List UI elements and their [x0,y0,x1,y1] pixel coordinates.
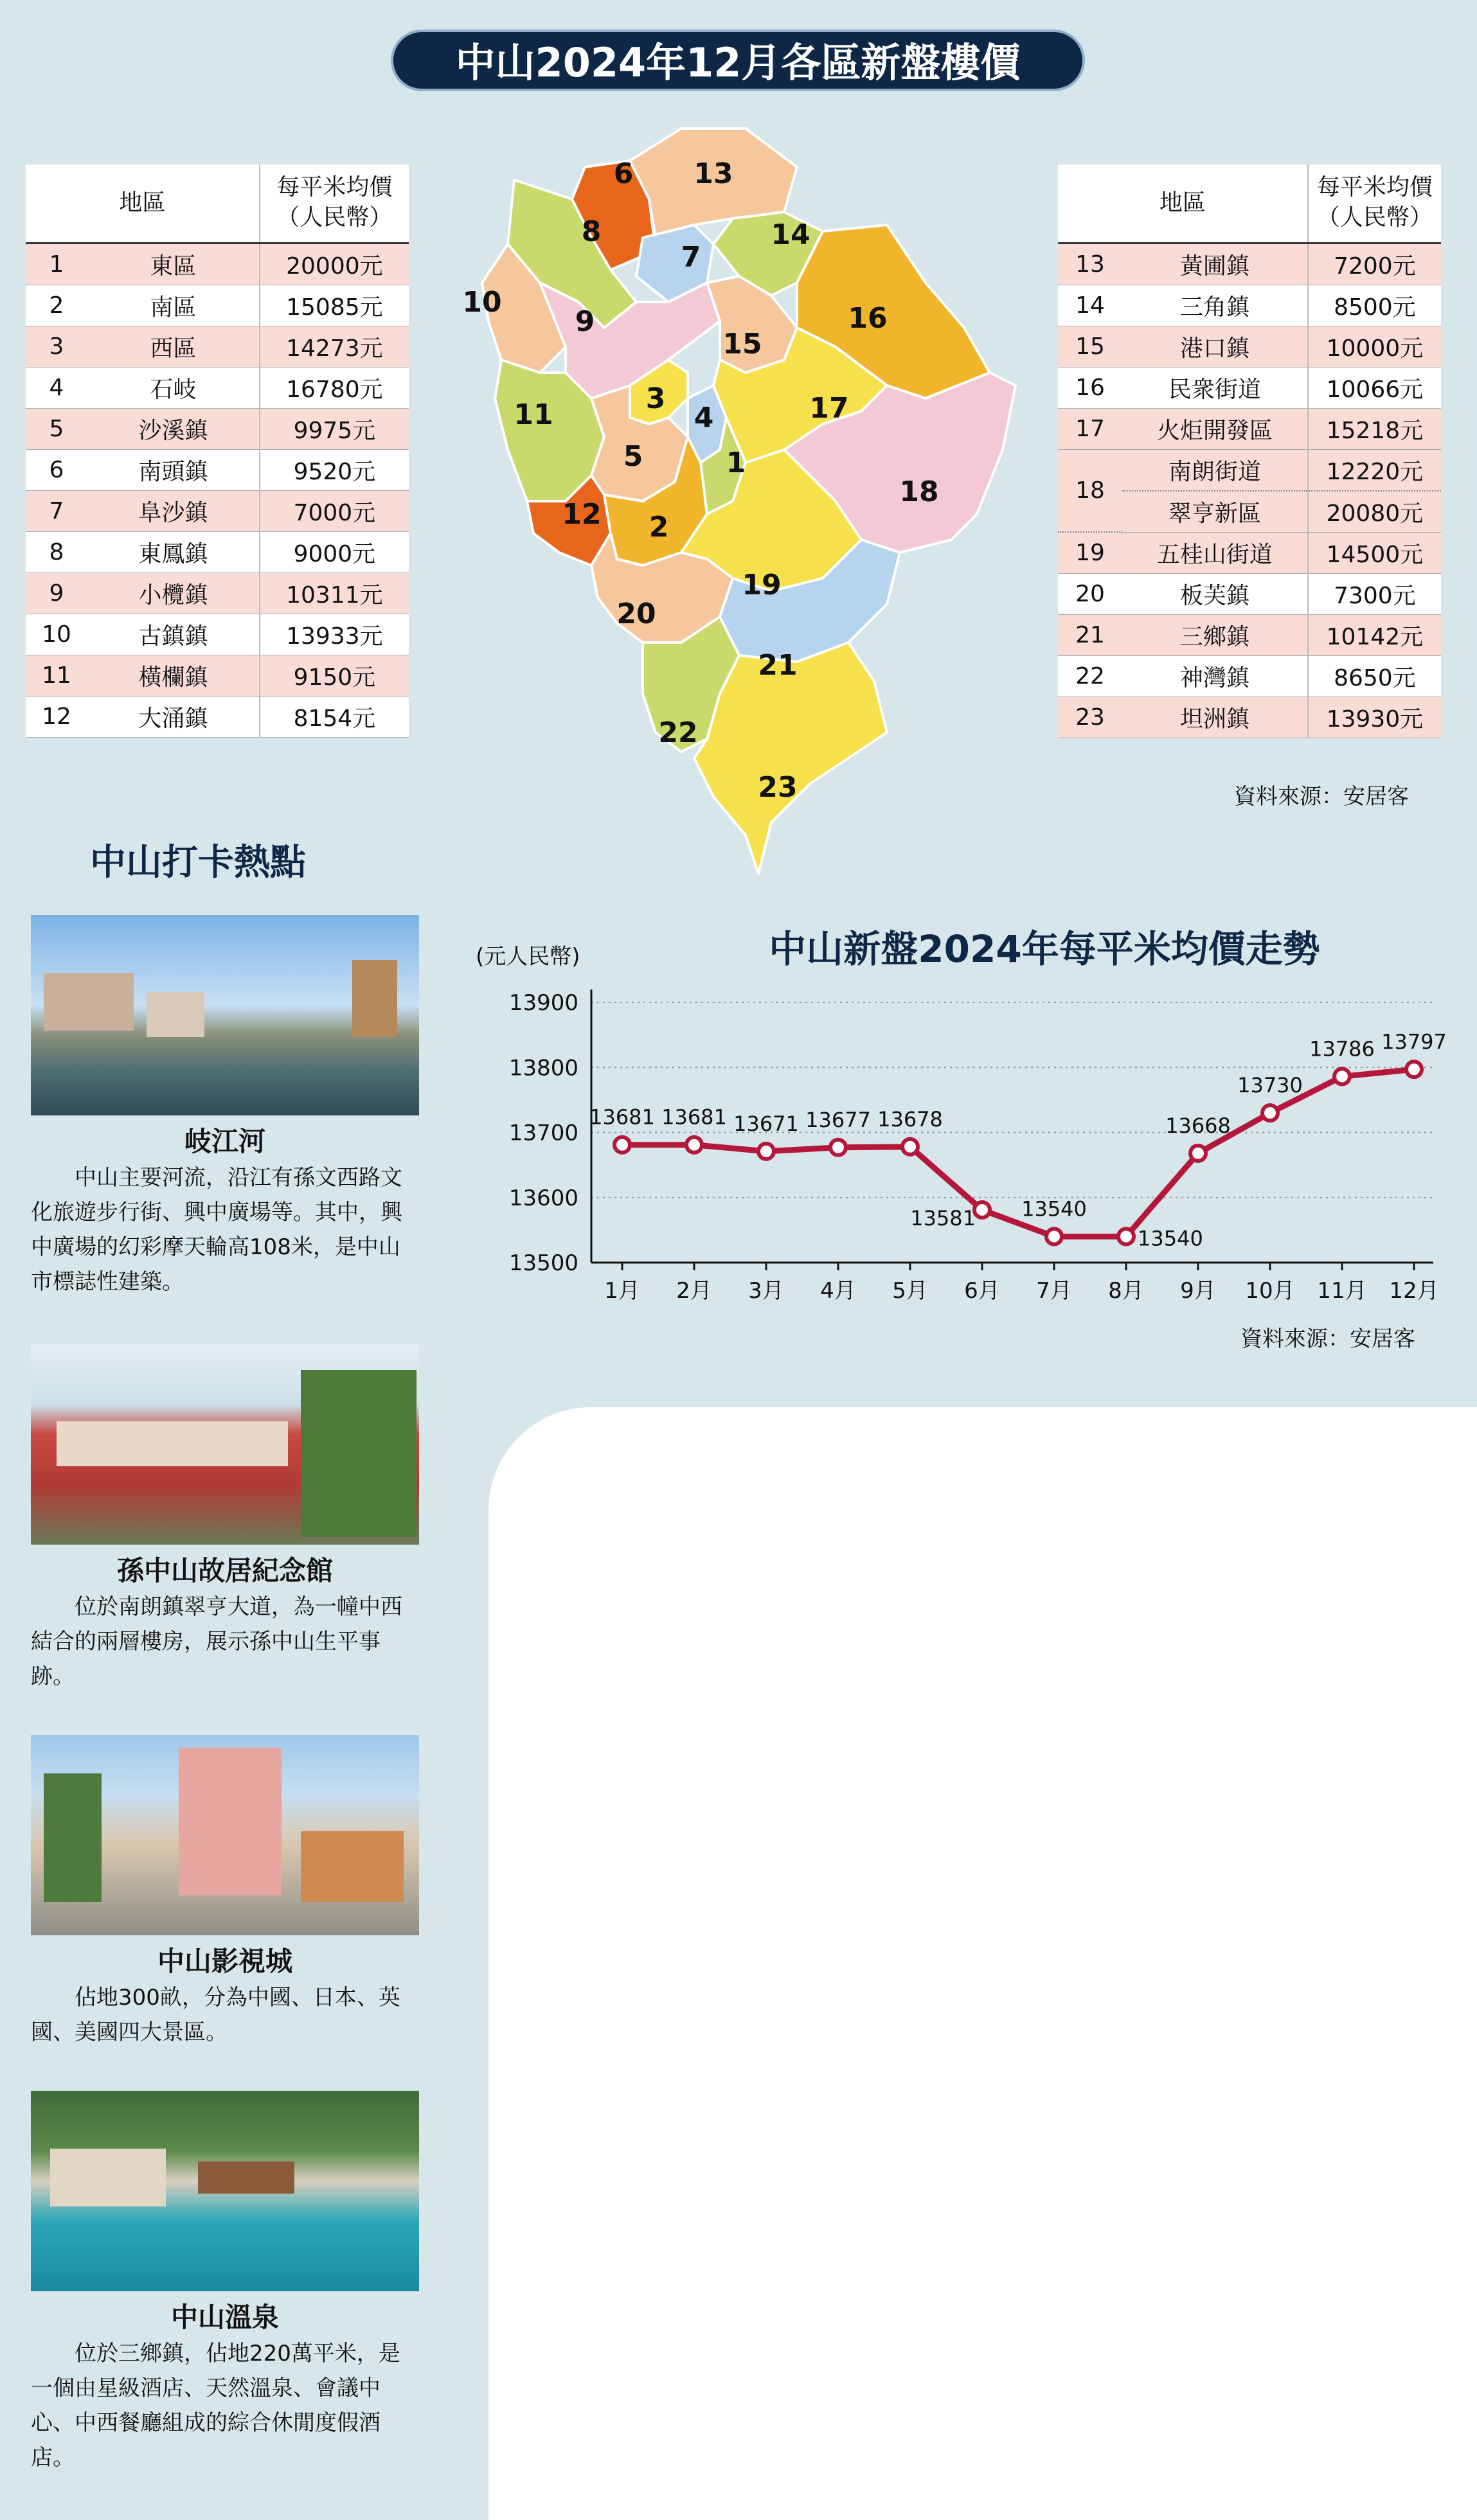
row-number: 2 [26,285,87,326]
row-number: 8 [26,531,87,572]
chart-title: 中山新盤2024年每平米均價走勢 [769,927,1320,971]
map-label-20: 20 [616,598,656,630]
row-number: 18 [1058,449,1122,532]
row-area: 東區 [87,243,260,285]
row-number: 21 [1058,615,1122,656]
table-row [1058,367,1441,408]
data-label: 13681 [661,1105,727,1130]
x-tick-label: 4月 [820,1278,856,1304]
row-area: 古鎮鎮 [87,614,260,655]
data-label: 13540 [1021,1196,1087,1221]
row-price: 13933元 [260,614,409,655]
map-label-8: 8 [581,215,602,248]
table-row [1058,574,1441,615]
row-number: 10 [26,614,87,655]
map-label-21: 21 [758,649,798,682]
row-area: 沙溪鎮 [87,408,260,449]
row-number: 4 [26,367,87,408]
map-label-9: 9 [575,305,595,338]
row-area: 三鄉鎮 [1122,615,1308,656]
map-label-5: 5 [623,440,643,473]
row-number: 11 [26,655,87,696]
spots-title: 中山打卡熱點 [90,842,306,883]
row-area: 南區 [87,285,260,326]
y-tick-label: 13900 [508,990,578,1016]
row-price: 12220元 [1308,449,1441,491]
row-area: 阜沙鎮 [87,490,260,531]
row-area: 黃圃鎮 [1122,243,1308,285]
row-price: 14273元 [260,326,409,367]
row-price: 8650元 [1308,656,1441,697]
row-number: 17 [1058,408,1122,449]
row-area: 五桂山街道 [1122,532,1308,574]
row-price: 9975元 [260,408,409,449]
map-label-19: 19 [742,569,782,601]
map-label-13: 13 [694,157,733,190]
x-tick-label: 10月 [1245,1278,1295,1304]
x-tick-label: 5月 [892,1278,928,1304]
y-axis-label: (元人民幣) [476,944,580,970]
table-row [26,285,409,326]
y-tick-label: 13500 [508,1250,578,1276]
row-price: 7000元 [260,490,409,531]
row-price: 10000元 [1308,326,1441,367]
table-row [26,572,409,614]
table-row [26,408,409,449]
row-price: 15218元 [1308,408,1441,449]
x-tick-label: 9月 [1180,1278,1216,1304]
map-label-14: 14 [771,218,810,251]
row-price: 9000元 [260,531,409,572]
map-label-15: 15 [722,328,762,360]
row-area: 大涌鎮 [87,696,260,737]
spot-desc-2: 位於南朗鎮翠亨大道，為一幢中西結合的兩層樓房，展示孫中山生平事跡。 [31,1594,402,1689]
data-point [758,1144,774,1159]
data-point [686,1137,702,1153]
row-area: 三角鎮 [1122,285,1308,326]
data-label: 13797 [1381,1029,1447,1054]
data-point [1262,1105,1278,1121]
data-label: 13677 [805,1107,871,1132]
row-area: 西區 [87,326,260,367]
spot-photo-1 [31,915,419,1115]
row-area: 板芙鎮 [1122,574,1308,615]
spot-photo-2 [31,1344,419,1545]
row-price: 15085元 [260,285,409,326]
data-point [614,1137,630,1153]
x-tick-label: 7月 [1036,1278,1072,1304]
row-area: 翠亨新區 [1122,491,1308,533]
row-price: 9520元 [260,449,409,490]
row-area: 港口鎮 [1122,326,1308,367]
row-number: 15 [1058,326,1122,367]
row-number: 5 [26,408,87,449]
row-number: 6 [26,449,87,490]
spot-desc-4: 位於三鄉鎮，佔地220萬平米，是一個由星級酒店、天然溫泉、會議中心、中西餐廳組成的綜合休閒度假酒店。 [31,2341,400,2471]
table-row [26,614,409,655]
background-panel [488,1407,1477,2520]
spot-name-3: 中山影視城 [157,1946,292,1977]
data-label: 13671 [733,1111,799,1136]
spot-name-2: 孫中山故居紀念館 [116,1555,333,1586]
map-label-22: 22 [658,716,698,749]
data-label: 13581 [910,1205,976,1230]
row-price: 20000元 [260,243,409,285]
row-area: 橫欄鎮 [87,655,260,696]
map-label-7: 7 [681,241,701,274]
row-number: 3 [26,326,87,367]
table-row [26,243,409,285]
row-area: 神灣鎮 [1122,656,1308,697]
x-tick-label: 11月 [1317,1278,1367,1304]
row-area: 民衆街道 [1122,367,1308,408]
row-number: 22 [1058,656,1122,697]
y-tick-label: 13600 [508,1185,578,1211]
row-price: 10142元 [1308,615,1441,656]
data-point [902,1139,918,1155]
table-row [1058,326,1441,367]
row-price: 16780元 [260,367,409,408]
map-label-12: 12 [562,498,602,531]
chart-source: 資料來源：安居客 [1240,1326,1415,1352]
row-area: 火炬開發區 [1122,408,1308,449]
row-area: 東鳳鎮 [87,531,260,572]
row-price: 7200元 [1308,243,1441,285]
x-tick-label: 12月 [1389,1278,1439,1304]
row-area: 南朗街道 [1122,449,1308,491]
spot-photo-3 [31,1735,419,1935]
data-point [1046,1229,1062,1245]
data-point [830,1140,846,1155]
page-title: 中山2024年12月各區新盤樓價 [391,30,1085,91]
row-number: 12 [26,696,87,737]
data-label: 13678 [877,1106,943,1131]
table-header-price: 每平米均價 （人民幣） [1308,164,1441,243]
price-table-left [26,164,409,738]
table-source: 資料來源：安居客 [1234,784,1409,810]
row-price: 14500元 [1308,532,1441,574]
data-point [1118,1229,1134,1245]
map-label-11: 11 [514,398,553,431]
spot-photo-4 [31,2091,419,2291]
map-label-3: 3 [645,382,666,415]
district-map [437,116,1054,906]
table-row [26,449,409,490]
table-row [1058,615,1441,656]
row-number: 19 [1058,532,1122,574]
map-label-4: 4 [694,402,714,434]
y-tick-label: 13800 [508,1055,578,1081]
row-price: 10311元 [260,572,409,614]
table-row [26,326,409,367]
row-price: 8500元 [1308,285,1441,326]
table-row [26,490,409,531]
table-row [1058,285,1441,326]
table-header-area: 地區 [26,164,260,243]
x-tick-label: 8月 [1108,1278,1144,1304]
data-point [974,1202,990,1218]
row-number: 1 [26,243,87,285]
data-label: 13786 [1309,1036,1375,1061]
map-label-18: 18 [899,475,939,508]
row-price: 20080元 [1308,491,1441,533]
map-label-16: 16 [848,302,888,335]
row-area: 南頭鎮 [87,449,260,490]
map-label-10: 10 [462,286,502,319]
table-row [1058,243,1441,285]
map-label-2: 2 [649,511,669,544]
row-number: 9 [26,572,87,614]
table-row [1058,697,1441,738]
x-tick-label: 3月 [748,1278,784,1304]
table-row [1058,532,1441,574]
data-label: 13540 [1138,1226,1203,1251]
table-header-price: 每平米均價 （人民幣） [260,164,409,243]
row-price: 13930元 [1308,697,1441,738]
table-row [26,696,409,737]
row-price: 10066元 [1308,367,1441,408]
data-point [1190,1146,1206,1161]
y-tick-label: 13700 [508,1120,578,1146]
data-label: 13681 [589,1105,655,1130]
data-label: 13730 [1237,1073,1303,1098]
price-trend-chart [450,938,1465,1375]
row-number: 20 [1058,574,1122,615]
spot-desc-1: 中山主要河流，沿江有孫文西路文化旅遊步行街、興中廣場等。其中，興中廣場的幻彩摩天輪高108米，是中山市標誌性建築。 [31,1165,402,1295]
row-number: 23 [1058,697,1122,738]
data-point [1406,1061,1422,1077]
table-row [1058,449,1441,491]
row-number: 13 [1058,243,1122,285]
map-label-23: 23 [758,771,798,804]
row-number: 16 [1058,367,1122,408]
spot-desc-3: 佔地300畝，分為中國、日本、英國、美國四大景區。 [31,1985,400,2045]
data-point [1334,1069,1350,1084]
row-number: 7 [26,490,87,531]
table-row [1058,656,1441,697]
price-table-right [1058,164,1441,738]
x-tick-label: 2月 [676,1278,712,1304]
row-price: 9150元 [260,655,409,696]
map-label-17: 17 [809,392,849,425]
spot-name-4: 中山溫泉 [170,2302,279,2333]
row-area: 小欖鎮 [87,572,260,614]
map-label-6: 6 [613,157,634,190]
row-number: 14 [1058,285,1122,326]
row-area: 石岐 [87,367,260,408]
table-row [1058,408,1441,449]
x-tick-label: 1月 [604,1278,640,1304]
row-price: 8154元 [260,696,409,737]
row-area: 坦洲鎮 [1122,697,1308,738]
table-row [26,531,409,572]
x-tick-label: 6月 [964,1278,1000,1304]
map-label-1: 1 [726,447,746,479]
table-row [26,655,409,696]
row-price: 7300元 [1308,574,1441,615]
table-header-area: 地區 [1058,164,1308,243]
table-row [26,367,409,408]
spot-name-1: 岐江河 [184,1126,265,1157]
data-label: 13668 [1165,1113,1231,1138]
